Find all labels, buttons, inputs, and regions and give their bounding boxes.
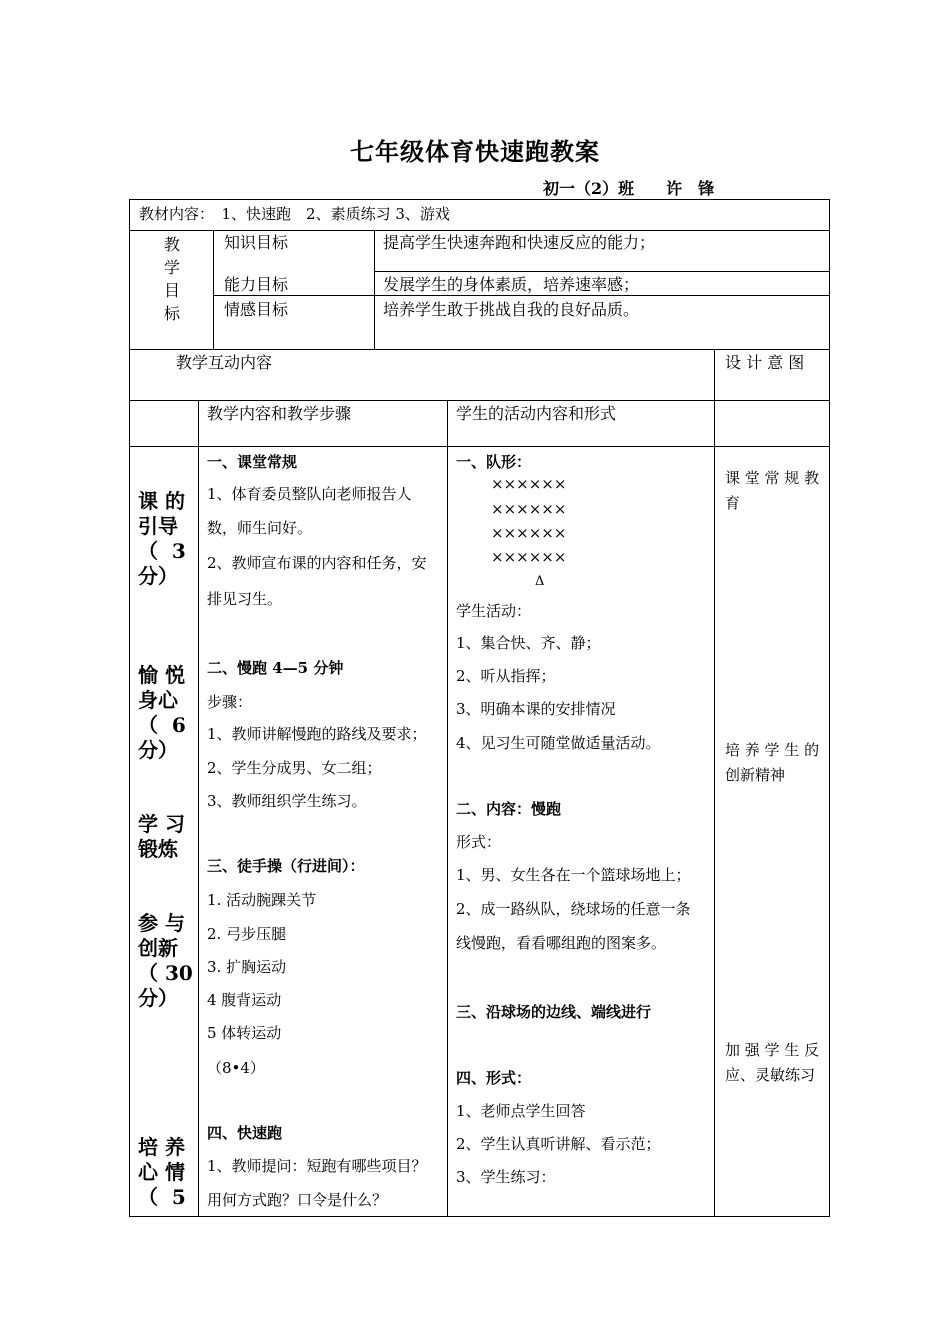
goal-text-ability: 发展学生的身体素质，培养速率感； [383, 275, 640, 294]
teacher-step-line: 数，师生问好。 [207, 519, 313, 537]
design-note-line: 应、灵敏练习 [725, 1066, 816, 1084]
student-activity-line: 1、男、女生各在一个篮球场地上； [456, 866, 691, 884]
student-activity-line: 3、学生练习： [456, 1168, 556, 1186]
stage-label: 分） [138, 564, 178, 588]
teacher-step-line: 排见习生。 [207, 590, 283, 608]
goals-label [162, 233, 182, 325]
teacher-step-line: 1、教师提问：短跑有哪些项目？ [207, 1157, 427, 1175]
student-activity-line: 3、明确本课的安排情况 [456, 700, 616, 718]
design-note-line: 加 强 学 生 反 [725, 1041, 820, 1059]
stage-label: 学 习 [138, 812, 185, 836]
stage-label: 锻炼 [138, 837, 178, 861]
teacher-step-line: （8•4） [207, 1059, 265, 1077]
student-activity-line: 2、学生认真听讲解、看示范； [456, 1135, 661, 1153]
lesson-table [129, 199, 829, 1217]
design-note-line: 创新精神 [725, 766, 786, 784]
col-divider [447, 400, 448, 1217]
design-note-line: 课 堂 常 规 教 [725, 469, 820, 487]
stage-label: 分） [138, 738, 178, 762]
goals-label-char: 目 [163, 281, 180, 300]
student-activity-line: 线慢跑，看看哪组跑的图案多。 [456, 934, 667, 952]
teacher-step-line: 2、学生分成男、女二组； [207, 759, 382, 777]
stage-label: 分） [138, 986, 178, 1010]
col-divider [374, 230, 375, 350]
page-title: 七年级体育快速跑教案 [350, 137, 600, 166]
stage-label: 愉 悦 [138, 663, 185, 687]
student-activity-line: 2、成一路纵队，绕球场的任意一条 [456, 900, 691, 918]
goal-name-emotion: 情感目标 [224, 300, 289, 319]
student-activity-line: 2、听从指挥； [456, 667, 556, 685]
teacher-step-line: 1、体育委员整队向老师报告人 [207, 485, 412, 503]
teacher-step-line: 四、快速跑 [207, 1124, 283, 1142]
student-activity-line: ×××××× [491, 475, 567, 493]
student-activity-line: 学生活动： [456, 602, 532, 620]
goals-label-char: 教 [163, 235, 180, 254]
table-border-bottom [129, 1216, 829, 1217]
student-header: 学生的活动内容和形式 [456, 404, 617, 423]
goals-label-char: 标 [163, 304, 180, 323]
teacher-header: 教学内容和教学步骤 [207, 404, 352, 423]
row-divider [129, 400, 829, 401]
row-divider [129, 230, 829, 231]
stage-label: 引导 [138, 514, 178, 538]
student-activity-line: 形式： [456, 833, 502, 851]
student-activity-line: 1、集合快、齐、静； [456, 634, 601, 652]
teacher-step-line: 三、徒手操（行进间）： [207, 857, 365, 875]
student-activity-line: ×××××× [491, 500, 567, 518]
stage-label: 课 的 [138, 489, 185, 513]
teacher-step-line: 用何方式跑？口令是什么？ [207, 1191, 388, 1209]
student-activity-line: 四、形式： [456, 1069, 532, 1087]
table-border-top [129, 199, 829, 200]
teacher-step-line: 一、课堂常规 [207, 453, 298, 471]
stage-label: （ 5 [138, 1185, 186, 1209]
teaching-content: 教材内容： 1、快速跑 2、素质练习 3、游戏 [139, 205, 450, 223]
goal-name-ability: 能力目标 [224, 275, 289, 294]
col-divider [213, 230, 214, 350]
goals-label-char: 学 [163, 258, 180, 277]
row-divider [129, 349, 829, 350]
stage-label: （ 6 [138, 713, 186, 737]
goal-text-knowledge: 提高学生快速奔跑和快速反应的能力； [383, 233, 656, 252]
stage-label: 培 养 [138, 1135, 185, 1159]
goal-name-knowledge: 知识目标 [224, 233, 289, 252]
teacher-step-line: 3、教师组织学生练习。 [207, 792, 367, 810]
teacher-step-line: 1、教师讲解慢跑的路线及要求； [207, 725, 427, 743]
teacher-step-line: 2. 弓步压腿 [207, 925, 287, 943]
interaction-header: 教学互动内容 [176, 353, 273, 372]
teacher-step-line: 2、教师宣布课的内容和任务，安 [207, 554, 427, 572]
student-activity-line: 1、老师点学生回答 [456, 1102, 586, 1120]
student-activity-line: ×××××× [491, 524, 567, 542]
student-activity-line: Δ [535, 574, 545, 589]
teacher-step-line: 1. 活动腕踝关节 [207, 891, 317, 909]
student-activity-line: 二、内容：慢跑 [456, 800, 562, 818]
teacher-step-line: 步骤： [207, 693, 253, 711]
stage-label: 创新 [138, 936, 178, 960]
goal-text-emotion: 培养学生敢于挑战自我的良好品质。 [383, 300, 640, 319]
col-divider [198, 400, 199, 1217]
stage-label: （ 30 [138, 961, 193, 985]
teacher-step-line: 4 腹背运动 [207, 991, 282, 1009]
table-border-left [129, 199, 130, 1217]
student-activity-line: 4、见习生可随堂做适量活动。 [456, 734, 661, 752]
teacher-step-line: 3. 扩胸运动 [207, 958, 287, 976]
teacher-step-line: 5 体转运动 [207, 1024, 282, 1042]
row-divider [129, 446, 829, 447]
col-divider [714, 349, 715, 1217]
student-activity-line: ×××××× [491, 548, 567, 566]
table-border-right [829, 199, 830, 1217]
student-activity-line: 三、沿球场的边线、端线进行 [456, 1003, 652, 1021]
stage-label: 身心 [138, 688, 178, 712]
design-note-line: 育 [725, 494, 741, 512]
stage-label: 参 与 [138, 911, 185, 935]
design-note-line: 培 养 学 生 的 [725, 741, 820, 759]
stage-label: 心 情 [138, 1160, 185, 1184]
design-header: 设 计 意 图 [725, 353, 805, 372]
stage-label: （ 3 [138, 539, 186, 563]
teacher-step-line: 二、慢跑 4—5 分钟 [207, 659, 344, 677]
student-activity-line: 一、队形： [456, 453, 532, 471]
class-teacher-line: 初一（2）班 许 锋 [543, 179, 715, 198]
row-divider [374, 271, 829, 272]
